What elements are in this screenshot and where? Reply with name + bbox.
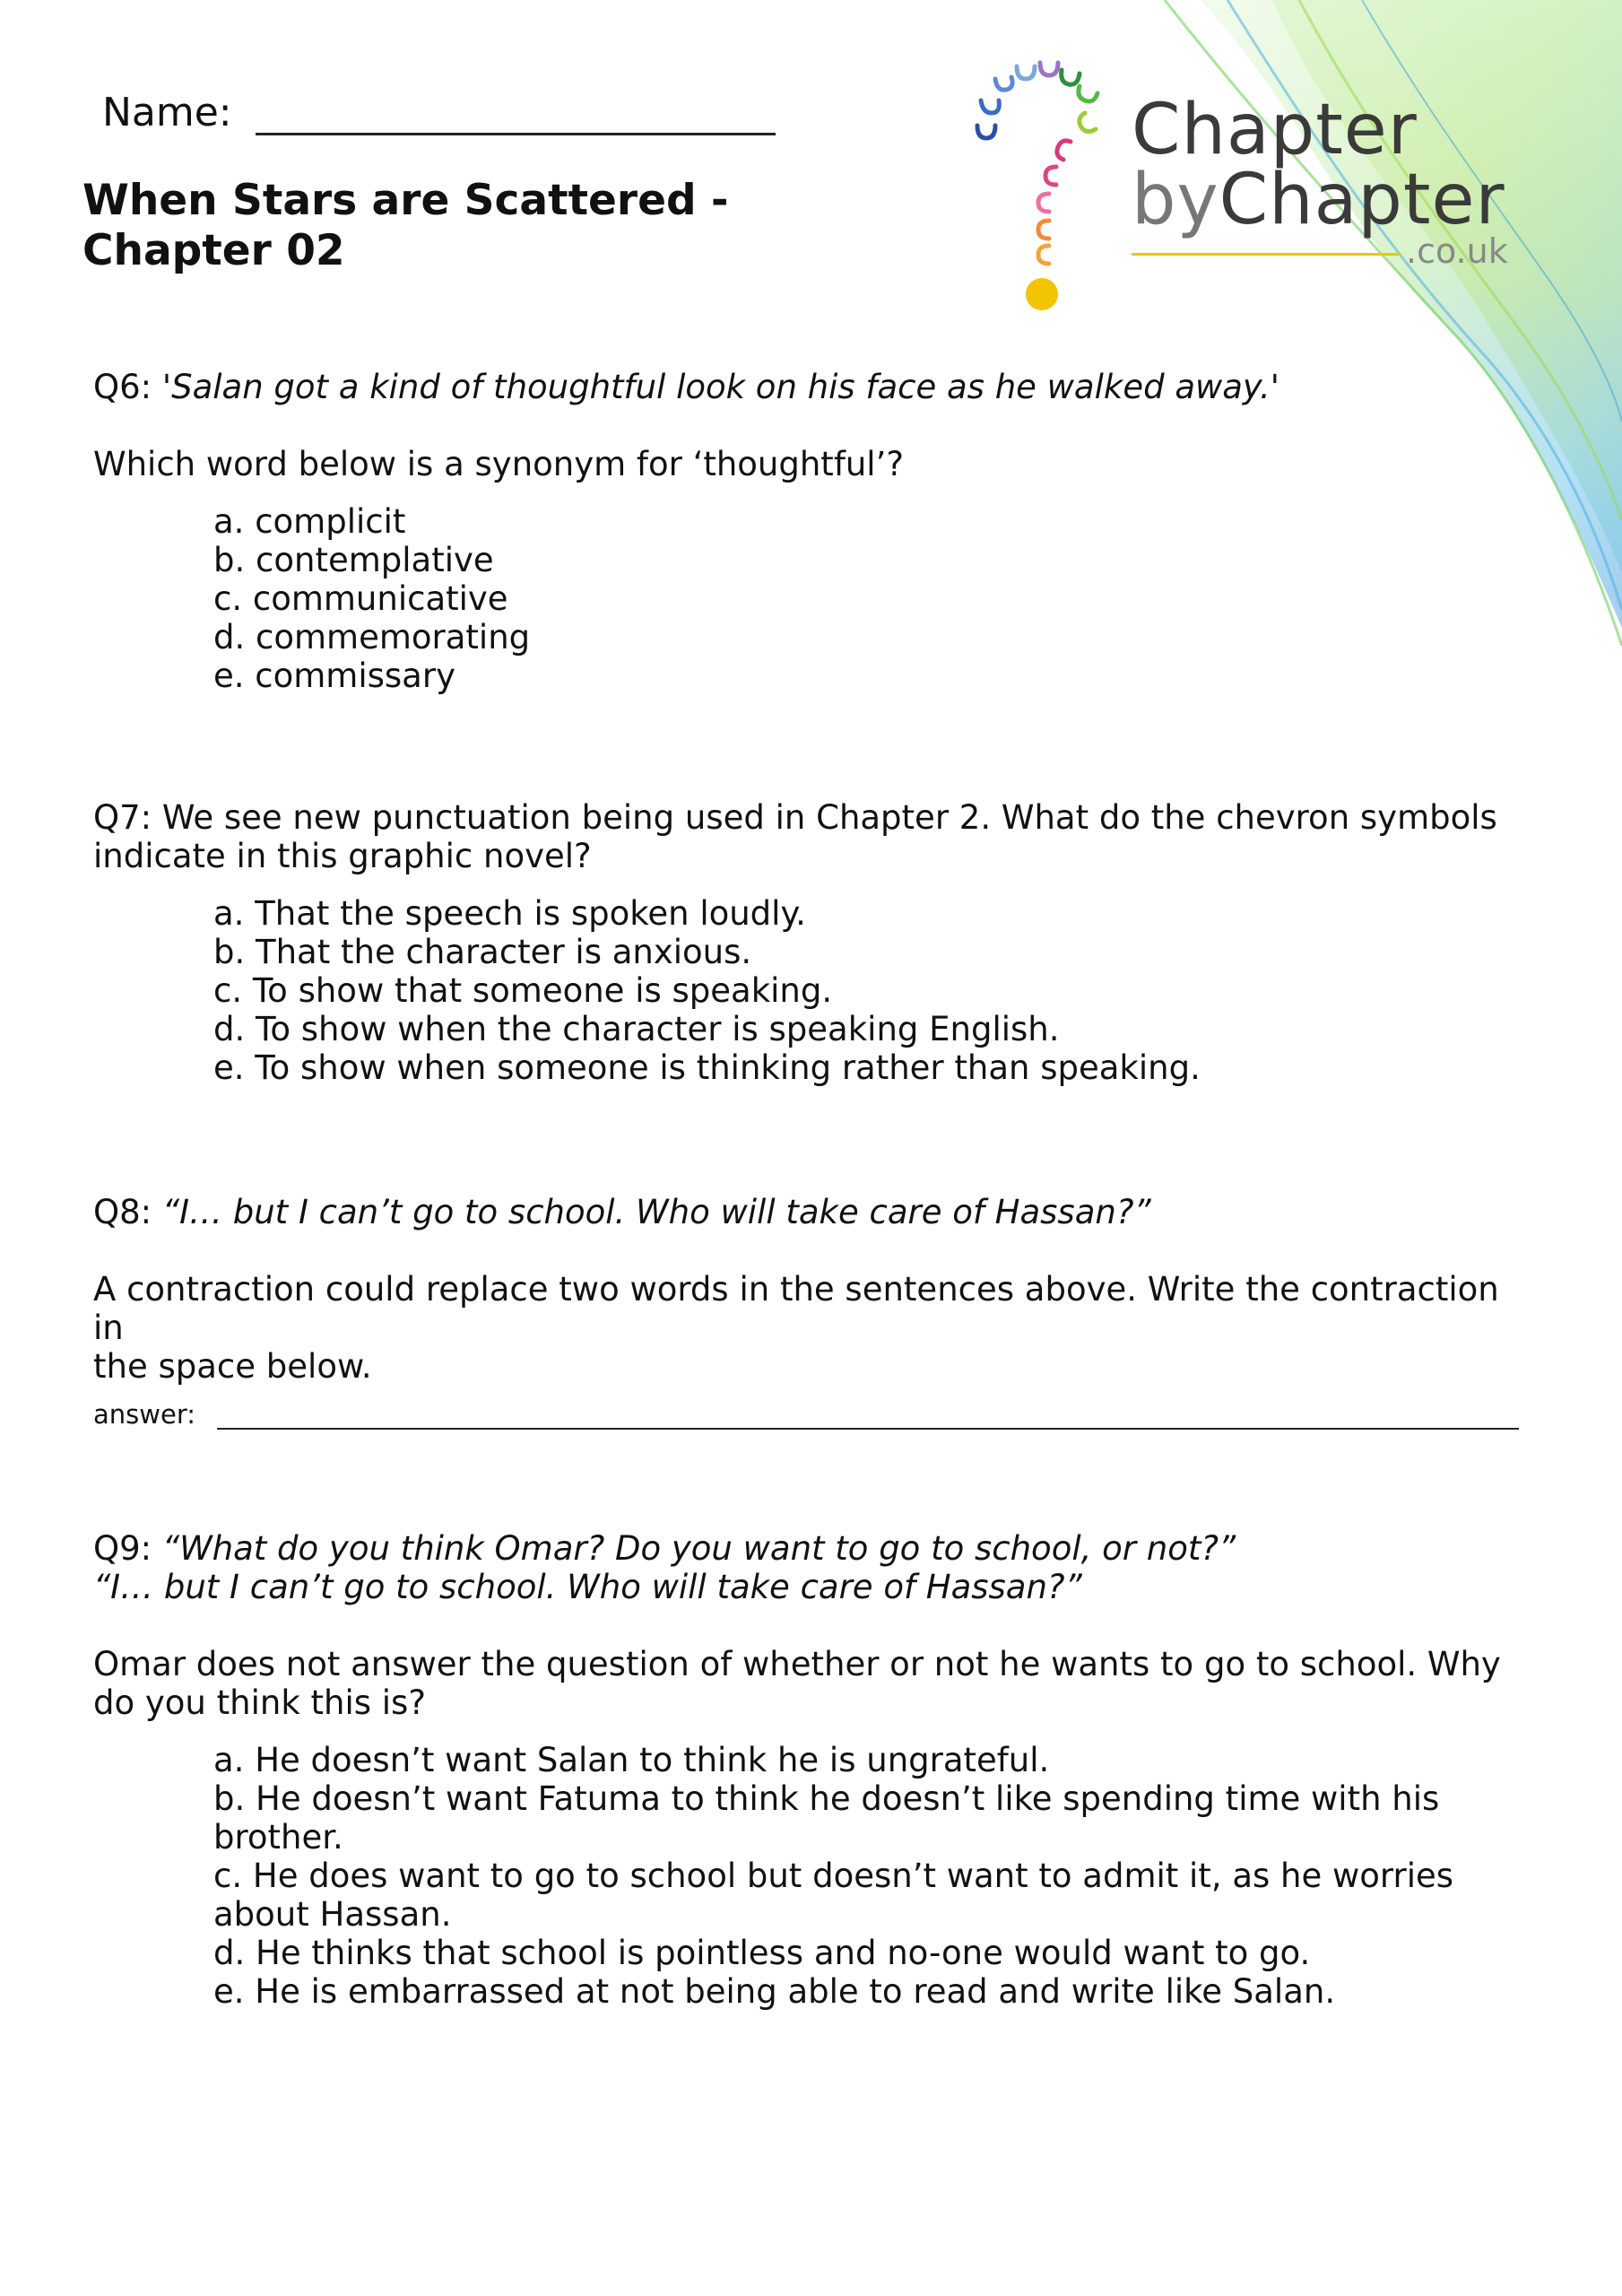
name-label: Name:: [102, 90, 232, 135]
logo-domain: .co.uk: [1406, 231, 1508, 271]
logo-wordmark: [1132, 90, 1505, 240]
question-mark-books-logo-icon: [959, 54, 1139, 314]
q9-quote-2: “I… but I can’t go to school. Who will take care of Hassan?”: [93, 1568, 1082, 1606]
q6-quote: 'Salan got a kind of thoughtful look on his face as he walked away.': [161, 368, 1279, 406]
q7-number: Q7:: [93, 798, 152, 837]
q8-number: Q8:: [93, 1193, 152, 1231]
q8-quote: “I… but I can’t go to school. Who will take care of Hassan?”: [161, 1193, 1151, 1231]
q9-option-a[interactable]: a. He doesn’t want Salan to think he is ungrateful.: [213, 1741, 1050, 1779]
q7-question-line-2: indicate in this graphic novel?: [93, 837, 592, 875]
q8-question-line-2: the space below.: [93, 1347, 372, 1386]
q9-question-line-1: Omar does not answer the question of whether or not he wants to go to school. Why: [93, 1645, 1501, 1683]
q6-options: [213, 502, 1505, 695]
q9-options: [213, 1741, 1505, 2011]
q7-option-b[interactable]: b. That the character is anxious.: [213, 933, 752, 971]
q6-number: Q6:: [93, 368, 152, 406]
q9-question-line-2: do you think this is?: [93, 1683, 426, 1722]
page-title: [82, 176, 800, 276]
q8-prompt: [93, 1193, 1519, 1231]
q6-option-c[interactable]: c. communicative: [213, 579, 508, 618]
q9-option-c[interactable]: c. He does want to go to school but doesn’t want to admit it, as he worries: [213, 1857, 1454, 1895]
q7-option-e[interactable]: e. To show when someone is thinking rather than speaking.: [213, 1048, 1201, 1087]
q7-question: [93, 798, 1519, 875]
q9-prompt: [93, 1529, 1519, 1606]
q7-option-c[interactable]: c. To show that someone is speaking.: [213, 971, 833, 1010]
logo-underline: [1132, 253, 1401, 256]
q8-question-line-1: A contraction could replace two words in the sentences above. Write the contraction in: [93, 1270, 1499, 1347]
logo-line-2: [1132, 160, 1505, 240]
q6-option-e[interactable]: e. commissary: [213, 657, 455, 695]
q7-option-d[interactable]: d. To show when the character is speaking English.: [213, 1010, 1060, 1048]
q9-option-b-cont[interactable]: brother.: [213, 1818, 343, 1857]
q9-option-b[interactable]: b. He doesn’t want Fatuma to think he doesn’t like spending time with his: [213, 1779, 1440, 1818]
q8-answer-row: [93, 1399, 1519, 1430]
q9-option-e[interactable]: e. He is embarrassed at not being able to read and write like Salan.: [213, 1972, 1336, 2011]
q9-quote-1: “What do you think Omar? Do you want to go to school, or not?”: [161, 1529, 1236, 1568]
q9-option-c-cont[interactable]: about Hassan.: [213, 1895, 452, 1934]
q8-question: [93, 1270, 1519, 1386]
name-field-row: [102, 90, 776, 135]
q6-option-a[interactable]: a. complicit: [213, 502, 406, 541]
q8-answer-line[interactable]: [217, 1405, 1519, 1430]
name-input-line[interactable]: [256, 93, 776, 135]
q6-option-b[interactable]: b. contemplative: [213, 541, 494, 579]
logo-line-1: Chapter: [1132, 90, 1418, 170]
logo-by: by: [1132, 160, 1219, 240]
q6-option-d[interactable]: d. commemorating: [213, 618, 531, 657]
q7-option-a[interactable]: a. That the speech is spoken loudly.: [213, 894, 806, 933]
q6-question: Which word below is a synonym for ‘thoughtful’?: [93, 445, 904, 483]
title-line-2: Chapter 02: [82, 226, 345, 275]
q7-question-line-1: We see new punctuation being used in Chapter 2. What do the chevron symbols: [161, 798, 1497, 837]
q6-prompt: [93, 368, 1519, 406]
q8-answer-label: answer:: [93, 1399, 196, 1430]
title-line-1: When Stars are Scattered -: [82, 176, 729, 225]
q9-number: Q9:: [93, 1529, 152, 1568]
q9-question: [93, 1645, 1519, 1722]
q9-option-d[interactable]: d. He thinks that school is pointless and no-one would want to go.: [213, 1934, 1311, 1972]
logo-chapter-2: Chapter: [1219, 160, 1505, 240]
q7-options: [213, 894, 1505, 1087]
